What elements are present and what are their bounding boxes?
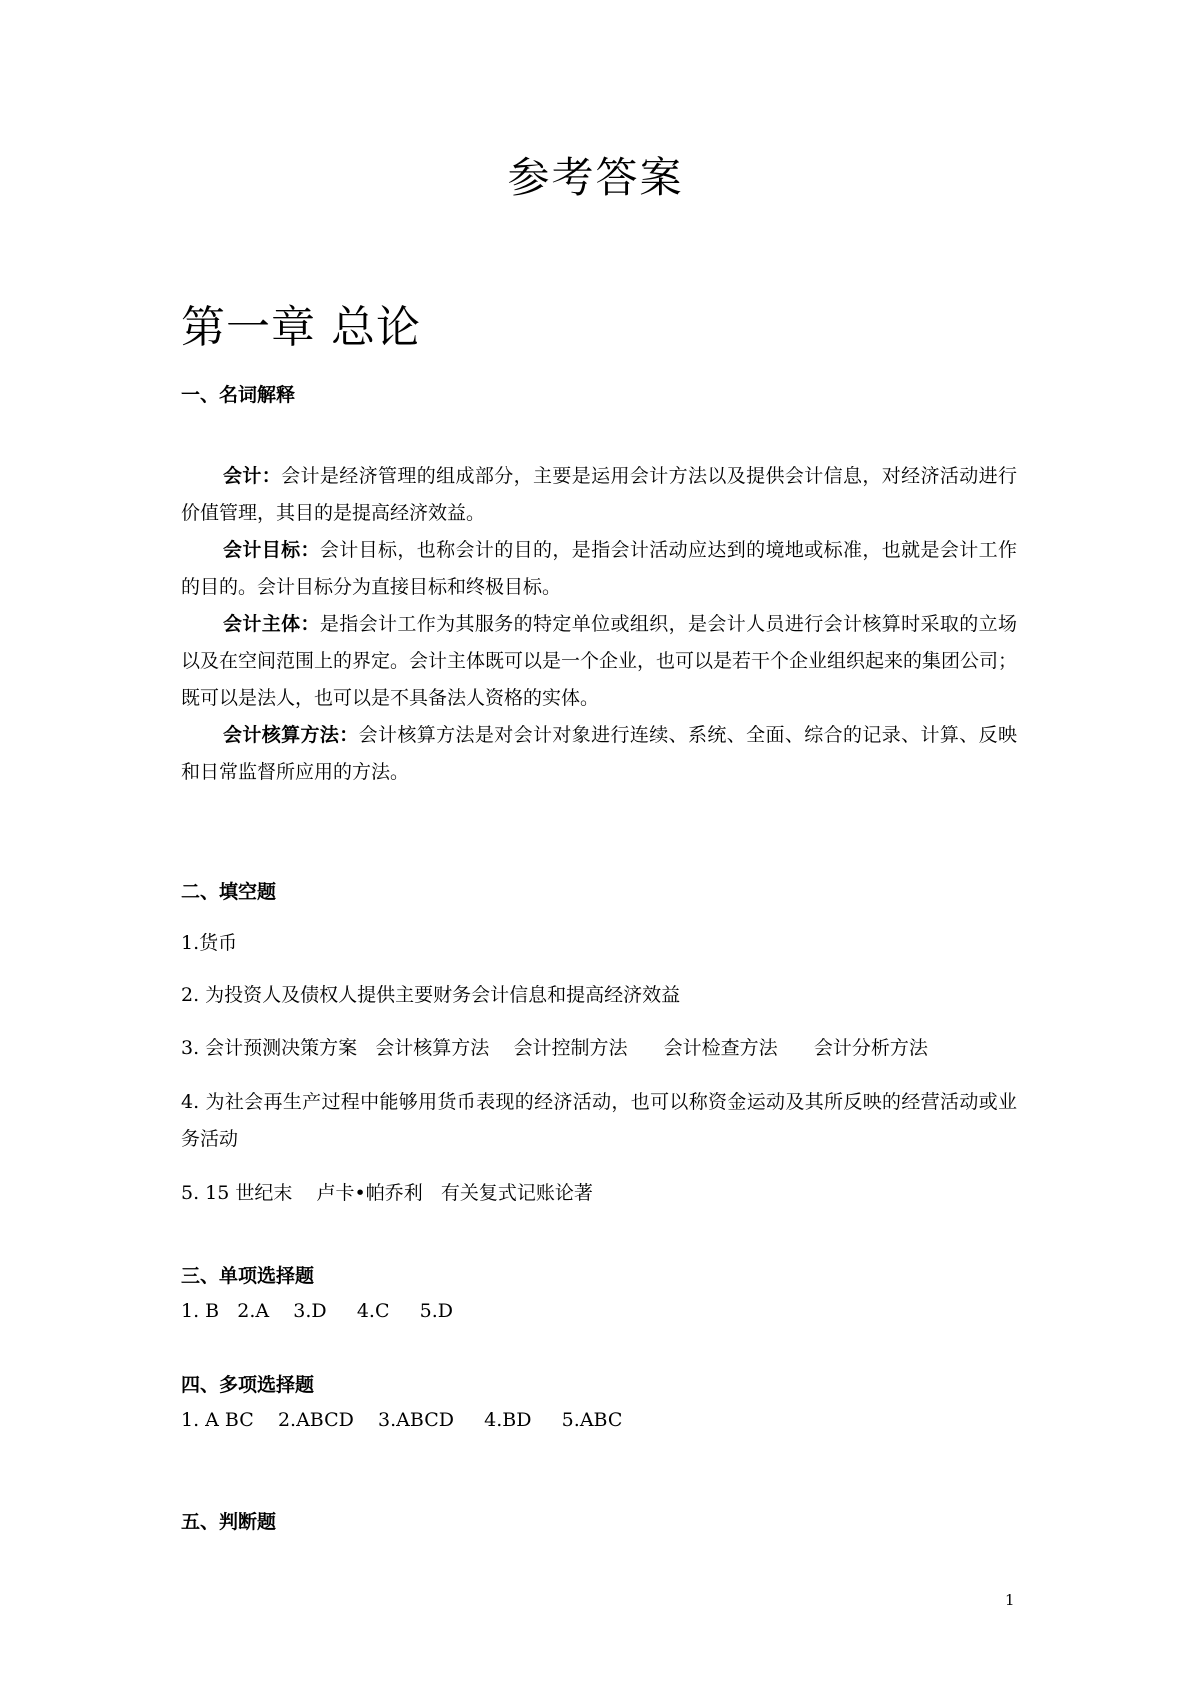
section-heading-terms: 一、名词解释 [181, 384, 296, 406]
term-label: 会计 [223, 465, 262, 487]
fill-blank-item: 1.货币 [181, 932, 238, 954]
section-heading-single-choice: 三、单项选择题 [181, 1265, 315, 1287]
definition-text: 会计是经济管理的组成部分，主要是运用会计方法以及提供会计信息，对经济活动进行价值管理，其目的是提高经济效益。 [181, 465, 1017, 524]
term-colon: ： [339, 724, 359, 746]
single-choice-answers: 1. B 2.A 3.D 4.C 5.D [181, 1300, 454, 1322]
definition-paragraph [181, 532, 1017, 606]
fill-blank-item: 4. 为社会再生产过程中能够用货币表现的经济活动，也可以称资金运动及其所反映的经营活动或业务活动 [181, 1091, 1017, 1150]
term-colon: ： [300, 539, 320, 561]
definition-text: 是指会计工作为其服务的特定单位或组织，是会计人员进行会计核算时采取的立场以及在空间范围上的界定。会计主体既可以是一个企业，也可以是若干个企业组织起来的集团公司；既可以是法人，也可以是不具备法人资格的实体。 [181, 613, 1018, 709]
page-number: 1 [1005, 1591, 1015, 1609]
fill-blank-item: 3. 会计预测决策方案 会计核算方法 会计控制方法 会计检查方法 会计分析方法 [181, 1037, 928, 1059]
term-colon: ： [300, 613, 320, 635]
terms-content [181, 458, 1017, 791]
section-heading-multiple-choice: 四、多项选择题 [181, 1374, 315, 1396]
definition-text: 会计目标，也称会计的目的，是指会计活动应达到的境地或标准，也就是会计工作的目的。会计目标分为直接目标和终极目标。 [181, 539, 1017, 598]
definition-paragraph [181, 606, 1017, 717]
term-label: 会计目标 [223, 539, 301, 561]
term-colon: ： [261, 465, 282, 487]
multiple-choice-answers: 1. A BC 2.ABCD 3.ABCD 4.BD 5.ABC [181, 1409, 623, 1431]
section-heading-true-false: 五、判断题 [181, 1511, 277, 1533]
definition-text: 会计核算方法是对会计对象进行连续、系统、全面、综合的记录、计算、反映和日常监督所应用的方法。 [181, 724, 1017, 783]
definition-paragraph [181, 458, 1017, 532]
page-title: 参考答案 [507, 153, 684, 202]
section-heading-fill-blank: 二、填空题 [181, 881, 277, 903]
fill-blank-item: 5. 15 世纪末 卢卡•帕乔利 有关复式记账论著 [181, 1182, 593, 1204]
term-label: 会计核算方法 [223, 724, 340, 746]
fill-blank-item: 2. 为投资人及债权人提供主要财务会计信息和提高经济效益 [181, 984, 681, 1006]
term-label: 会计主体 [223, 613, 301, 635]
definition-paragraph [181, 717, 1017, 791]
chapter-title: 第一章 总论 [181, 302, 421, 353]
